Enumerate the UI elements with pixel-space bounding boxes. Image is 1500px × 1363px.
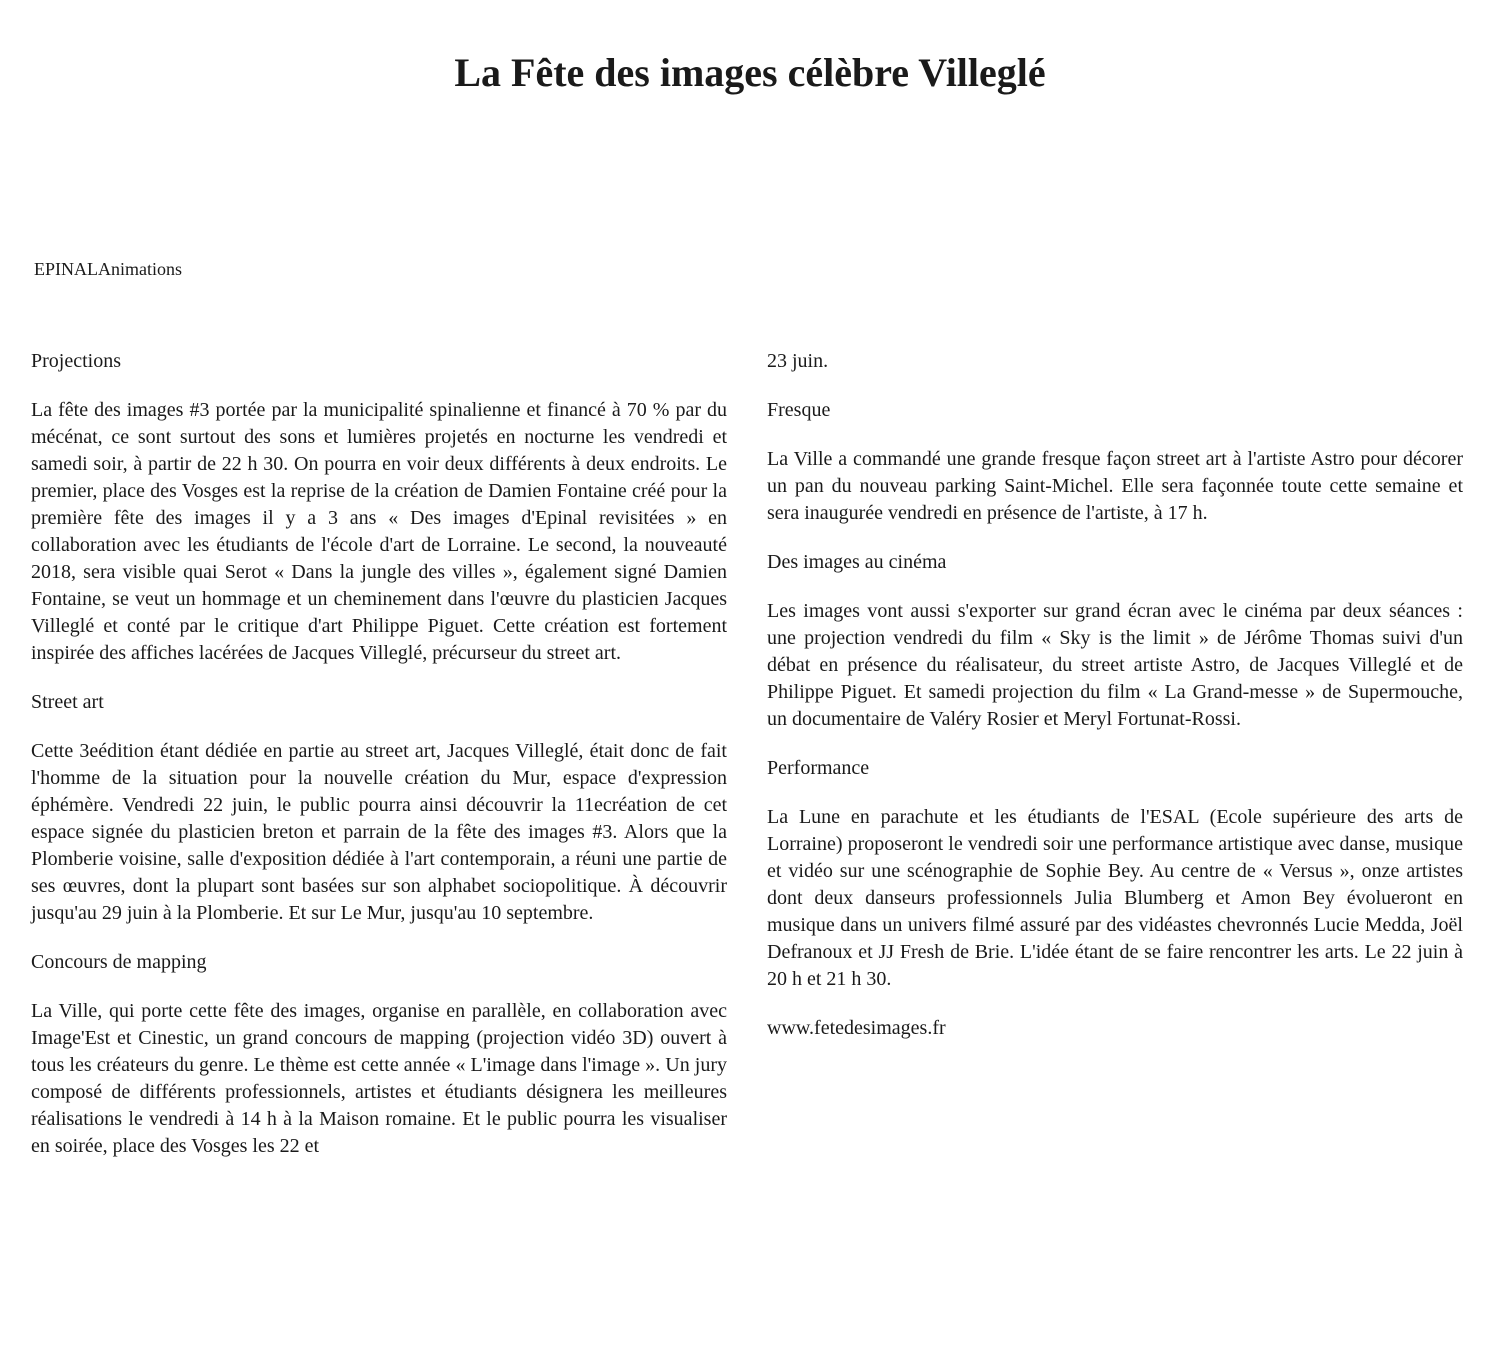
paragraph-cinema: Les images vont aussi s'exporter sur grand écran avec le cinéma par deux séances : une projection vendredi du film « Sky is the limit » de Jérôme Thomas suivi d'un débat en présence du réalisateur, du street artiste Astro, de Jacques Villeglé et de Philippe Piguet. Et samedi projection du film « La Grand-messe » de Supermouche, un documentaire de Valéry Rosier et Meryl Fortunat-Rossi. [767,600,1463,730]
paragraph-projections: La fête des images #3 portée par la municipalité spinalienne et financé à 70 % par du mécénat, ce sont surtout des sons et lumières projetés en nocturne les vendredi et samedi soir, à partir de 22 h 30. On pourra en voir deux différents à deux endroits. Le premier, place des Vosges est la reprise de la création de Damien Fontaine créé pour la première fête des images il y a 3 ans « Des images d'Epinal revisitées » en collaboration avec les étudiants de l'école d'art de Lorraine. Le second, la nouveauté 2018, sera visible quai Serot « Dans la jungle des villes », également signé Damien Fontaine, se veut un hommage et un cheminement dans l'œuvre du plasticien Jacques Villeglé et conté par le critique d'art Philippe Piguet. Cette création est fortement inspirée des affiches lacérées de Jacques Villeglé, précurseur du street art. [31,399,727,664]
article-title: La Fête des images célèbre Villeglé [454,50,1046,95]
paragraph-street-art: Cette 3eédition étant dédiée en partie au street art, Jacques Villeglé, était donc de fait l'homme de la situation pour la nouvelle création du Mur, espace d'expression éphémère. Vendredi 22 juin, le public pourra ainsi découvrir la 11ecréation de cet espace signée du plasticien breton et parrain de la fête des images #3. Alors que la Plomberie voisine, salle d'exposition dédiée à l'art contemporain, a réuni une partie de ses œuvres, dont la plupart sont basées sur son alphabet sociopolitique. À découvrir jusqu'au 29 juin à la Plomberie. Et sur Le Mur, jusqu'au 10 septembre. [31,740,727,924]
article-rubric: EPINALAnimations [34,259,182,279]
section-heading-projections: Projections [31,350,121,372]
section-heading-mapping: Concours de mapping [31,951,207,973]
section-heading-street-art: Street art [31,691,104,713]
paragraph-performance: La Lune en parachute et les étudiants de l'ESAL (Ecole supérieure des arts de Lorraine) proposeront le vendredi soir une performance artistique avec danse, musique et vidéo sur une scénographie de Sophie Bey. Au centre de « Versus », onze artistes dont deux danseurs professionnels Julia Blumberg et Amon Bey évolueront en musique dans un univers filmé assuré par des vidéastes chevronnés Lucie Medda, Joël Defranoux et JJ Fresh de Brie. L'idée étant de se faire rencontrer les arts. Le 22 juin à 20 h et 21 h 30. [767,806,1463,990]
paragraph-continuation: 23 juin. [767,350,829,372]
section-heading-fresque: Fresque [767,399,831,421]
section-heading-performance: Performance [767,757,870,779]
left-column [31,348,727,1182]
right-column [767,348,1463,1042]
paragraph-fresque: La Ville a commandé une grande fresque façon street art à l'artiste Astro pour décorer un pan du nouveau parking Saint-Michel. Elle sera façonnée toute cette semaine et sera inaugurée vendredi en présence de l'artiste, à 17 h. [767,448,1463,524]
website-link[interactable]: www.fetedesimages.fr [767,1017,946,1039]
section-heading-cinema: Des images au cinéma [767,551,947,573]
paragraph-mapping: La Ville, qui porte cette fête des images, organise en parallèle, en collaboration avec Image'Est et Cinestic, un grand concours de mapping (projection vidéo 3D) ouvert à tous les créateurs du genre. Le thème est cette année « L'image dans l'image ». Un jury composé de différents professionnels, artistes et étudiants désignera les meilleures réalisations le vendredi à 14 h à la Maison romaine. Et le public pourra les visualiser en soirée, place des Vosges les 22 et [31,1000,727,1157]
